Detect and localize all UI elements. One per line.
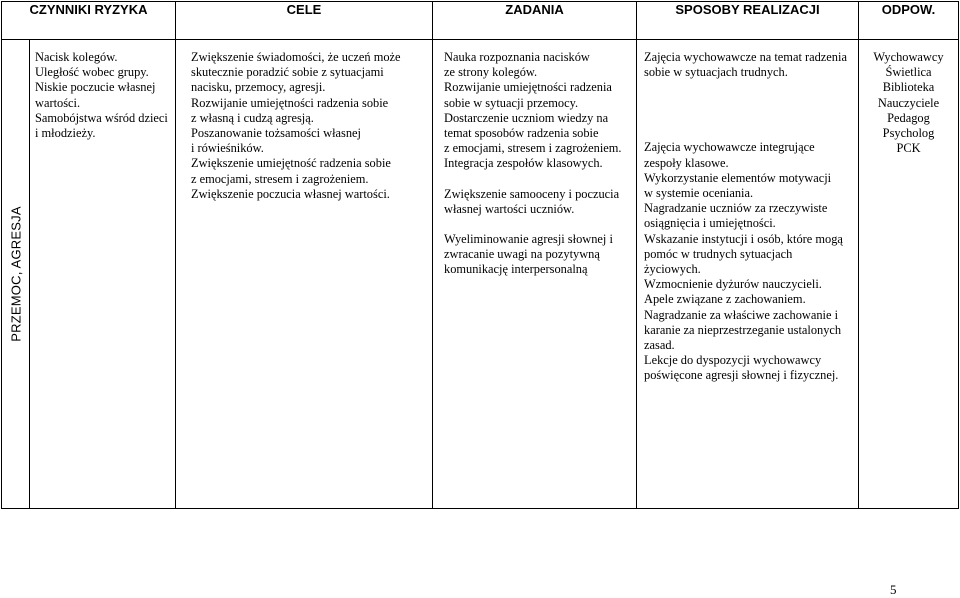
method-line: Wykorzystanie elementów motywacji <box>644 170 832 185</box>
risk-factors-cell <box>30 40 176 509</box>
method-line: Lekcje do dyspozycji wychowawcy <box>644 353 822 368</box>
method-line: karanie za nieprzestrzeganie ustalonych <box>644 322 842 337</box>
responsible-line: Świetlica <box>885 65 932 80</box>
task-line: Zwiększenie samooceny i poczucia <box>444 186 620 201</box>
method-line: osiągnięcia i umiejętności. <box>644 216 776 231</box>
goal-line: Zwiększenie poczucia własnej wartości. <box>191 186 390 201</box>
goal-line: Zwiększenie świadomości, że uczeń może <box>191 50 401 64</box>
task-line: ze strony kolegów. <box>444 65 538 80</box>
method-line: pomóc w trudnych sytuacjach <box>644 246 793 261</box>
goal-line: nacisku, przemocy, agresji. <box>191 80 326 95</box>
header-methods: SPOSOBY REALIZACJI <box>637 2 859 40</box>
methods-cell <box>637 40 859 509</box>
task-line: Wyeliminowanie agresji słownej i <box>444 232 613 247</box>
goal-line: skutecznie poradzić sobie z sytuacjami <box>191 65 384 80</box>
risk-factor-line: wartości. <box>35 95 81 110</box>
task-line: Nauka rozpoznania nacisków <box>444 50 590 64</box>
risk-factor-line: i młodzieży. <box>35 126 96 141</box>
method-line: w systemie oceniania. <box>644 186 754 201</box>
task-line: temat sposobów radzenia sobie <box>444 126 599 141</box>
goal-line: Poszanowanie tożsamości własnej <box>191 126 361 141</box>
header-risk-factors: CZYNNIKI RYZYKA <box>2 2 176 40</box>
header-goals: CELE <box>176 2 433 40</box>
method-line: Wzmocnienie dyżurów nauczycieli. <box>644 277 822 292</box>
goal-line: Zwiększenie umiejętność radzenia sobie <box>191 156 391 171</box>
table-header-row <box>2 2 959 40</box>
responsible-line: Wychowawcy <box>873 50 944 64</box>
method-line: Apele związane z zachowaniem. <box>644 292 806 307</box>
header-tasks: ZADANIA <box>433 2 637 40</box>
task-line: Rozwijanie umiejętności radzenia <box>444 80 612 95</box>
method-line: zasad. <box>644 338 675 353</box>
task-line: Integracja zespołów klasowych. <box>444 156 603 171</box>
risk-factor-line: Samobójstwa wśród dzieci <box>35 110 168 125</box>
table-row <box>2 40 959 509</box>
responsible-line: PCK <box>896 141 921 156</box>
method-line: Wskazanie instytucji i osób, które mogą <box>644 231 843 246</box>
responsible-line: Nauczyciele <box>877 95 940 110</box>
method-line: Zajęcia wychowawcze integrujące <box>644 140 815 155</box>
method-line: Nagradzanie uczniów za rzeczywiste <box>644 201 828 216</box>
header-responsible: ODPOW. <box>859 2 959 40</box>
responsible-line: Psycholog <box>882 126 935 141</box>
risk-factor-line: Uległość wobec grupy. <box>35 65 149 80</box>
responsible-line: Pedagog <box>887 110 930 125</box>
task-line: zwracanie uwagi na pozytywną <box>444 247 600 262</box>
task-line: własnej wartości uczniów. <box>444 201 575 216</box>
task-line: sobie w sytuacji przemocy. <box>444 95 579 110</box>
row-category-label: PRZEMOC, AGRESJA <box>8 206 23 342</box>
task-line: z emocjami, stresem i zagrożeniem. <box>444 141 622 156</box>
method-line: Nagradzanie za właściwe zachowanie i <box>644 307 839 322</box>
tasks-cell <box>433 40 637 509</box>
method-line: sobie w sytuacjach trudnych. <box>644 65 788 80</box>
responsible-line: Biblioteka <box>882 80 935 95</box>
task-line: Dostarczenie uczniom wiedzy na <box>444 110 609 125</box>
method-line: zespoły klasowe. <box>644 155 729 170</box>
prevention-plan-table <box>1 1 959 509</box>
goals-cell <box>176 40 433 509</box>
method-line: Zajęcia wychowawcze na temat radzenia <box>644 50 847 64</box>
goal-line: z własną i cudzą agresją. <box>191 110 314 125</box>
goal-line: z emocjami, stresem i zagrożeniem. <box>191 171 369 186</box>
method-line: życiowych. <box>644 262 701 277</box>
page-number: 5 <box>890 582 897 597</box>
method-line: poświęcone agresji słownej i fizycznej. <box>644 368 839 383</box>
goal-line: i rówieśników. <box>191 141 264 156</box>
task-line: komunikację interpersonalną <box>444 262 588 277</box>
goal-line: Rozwijanie umiejętności radzenia sobie <box>191 95 389 110</box>
row-category-cell <box>2 40 30 509</box>
responsible-cell <box>859 40 959 509</box>
risk-factor-line: Niskie poczucie własnej <box>35 80 156 95</box>
risk-factor-line: Nacisk kolegów. <box>35 50 118 64</box>
